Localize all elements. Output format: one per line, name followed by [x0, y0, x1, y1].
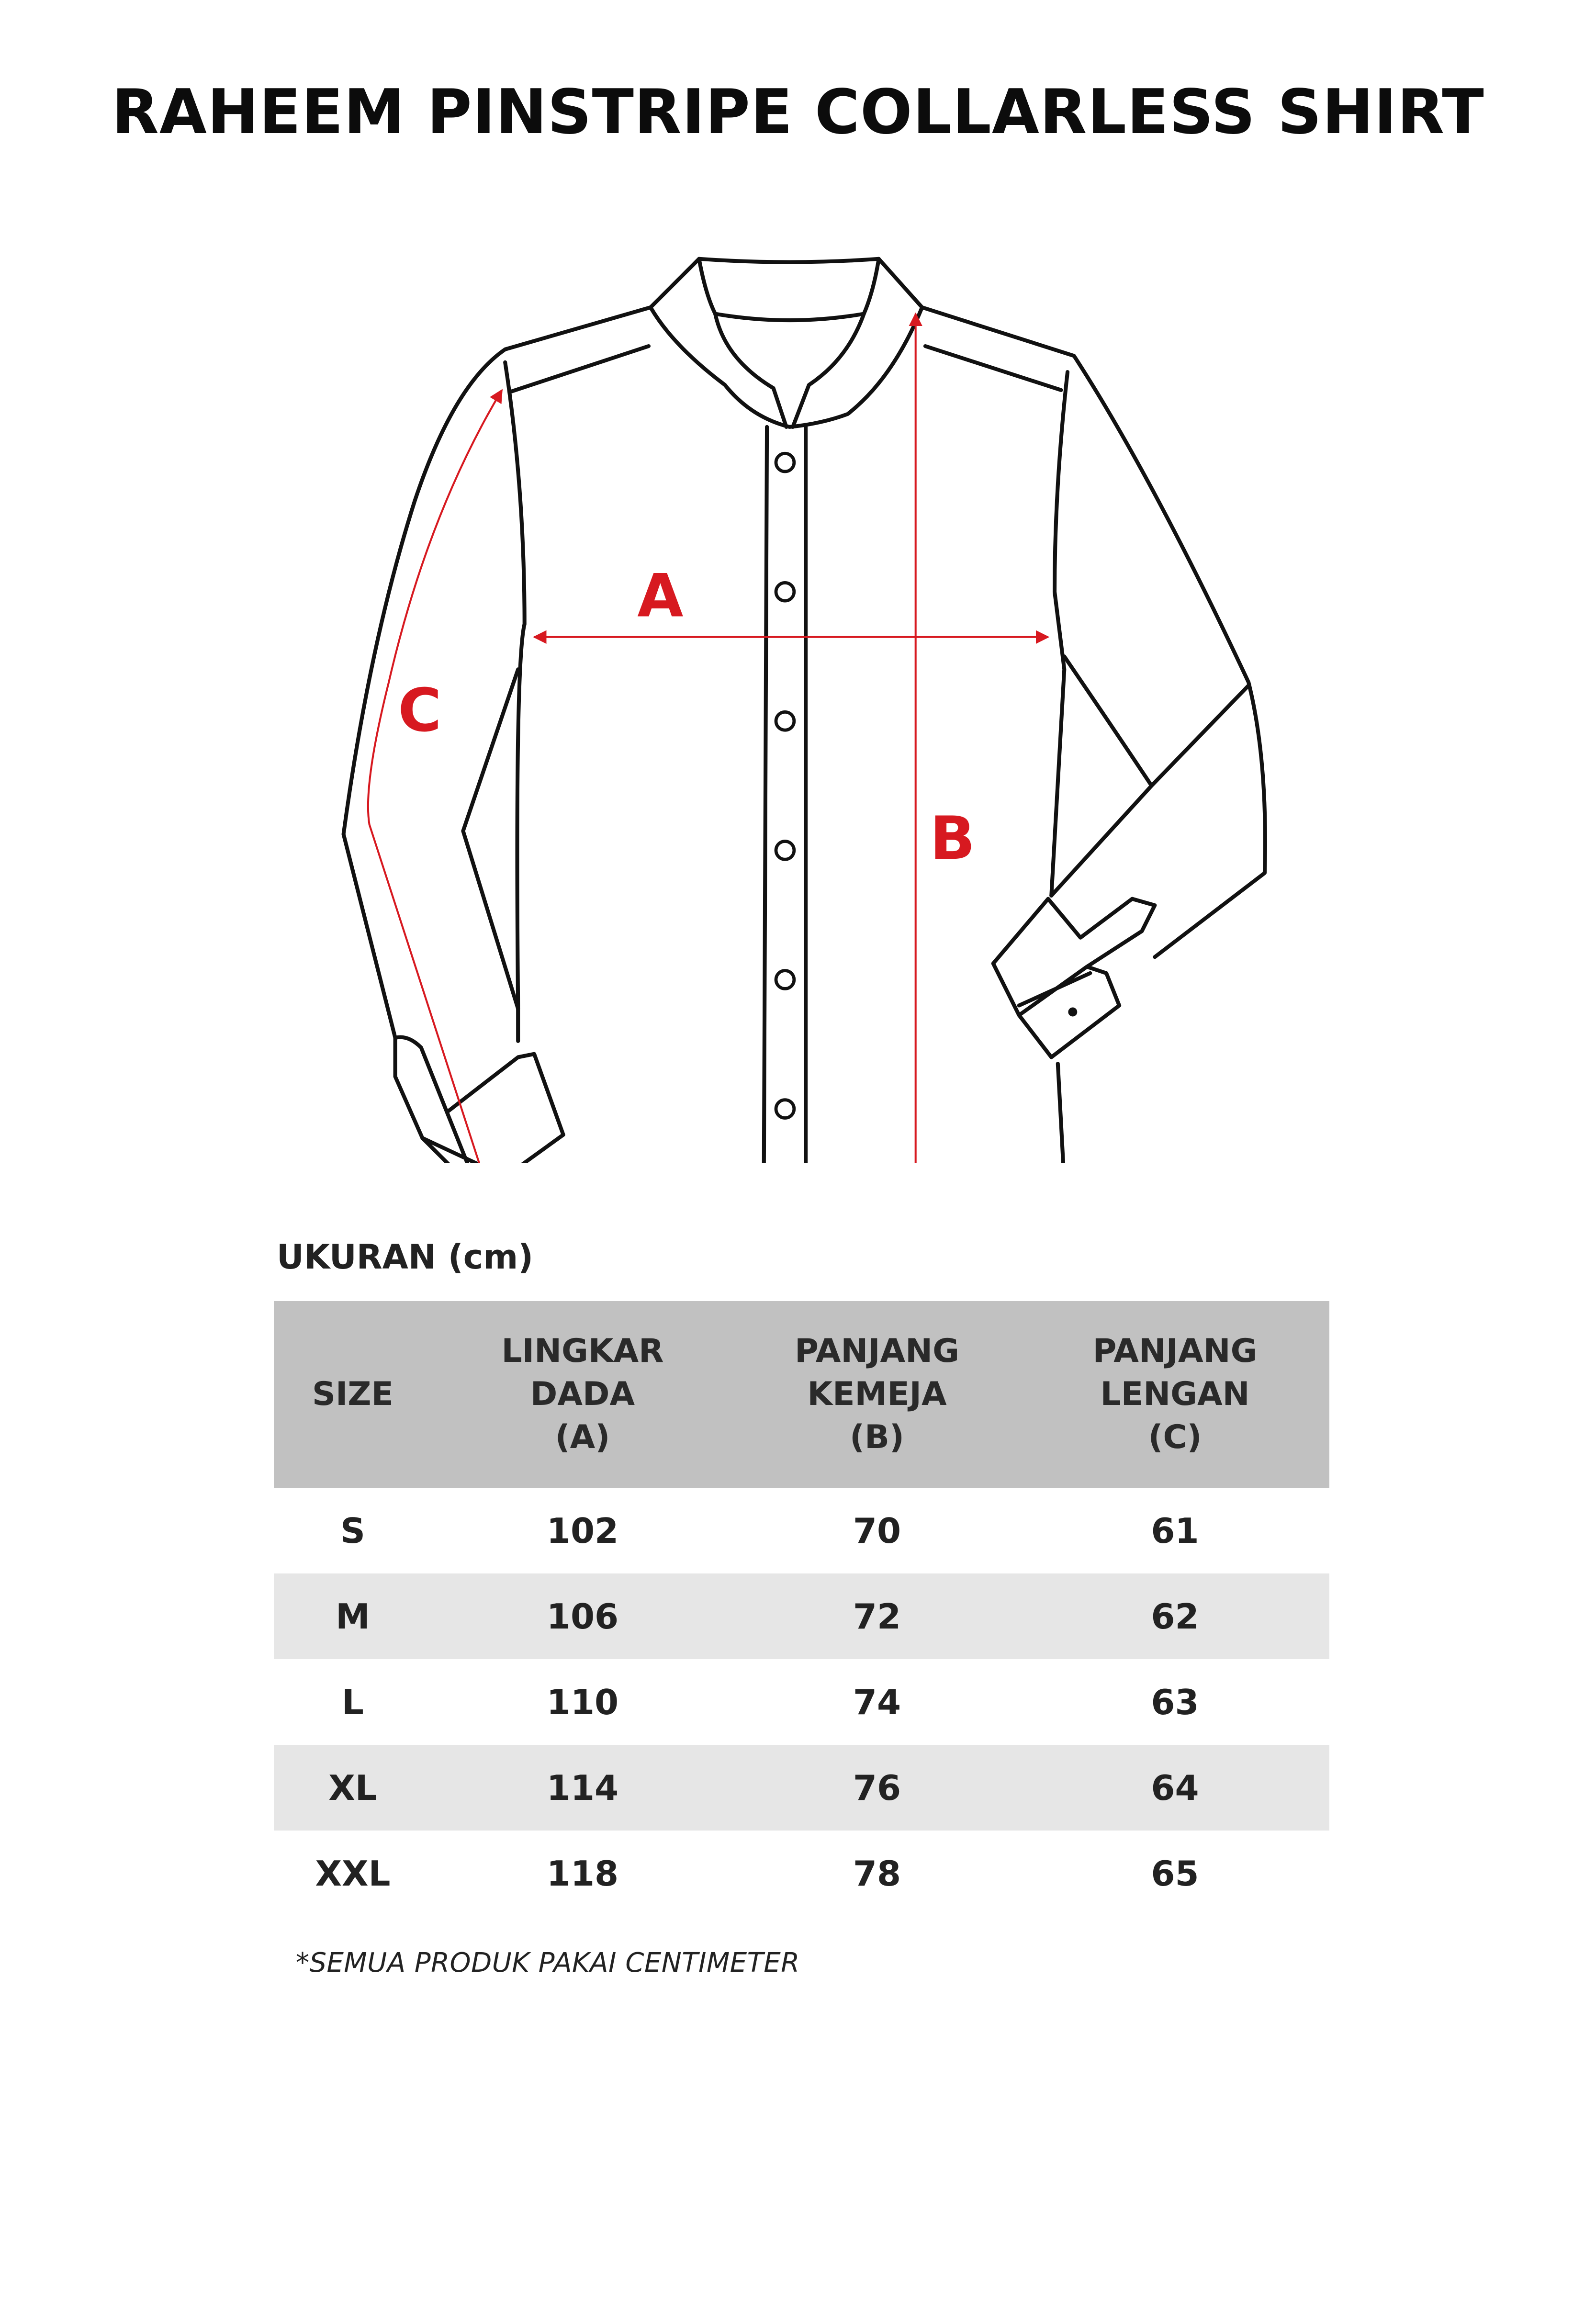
cell-shirt-length: 76: [853, 1767, 901, 1808]
collar-inner: [699, 259, 878, 320]
sleeve-fold-right: [1064, 656, 1248, 786]
cell-sleeve-length: 64: [1151, 1767, 1199, 1808]
measure-lines: [368, 314, 1048, 1163]
cell-shirt-length: 78: [853, 1853, 901, 1894]
table-header: [274, 1301, 1329, 1488]
table-row: [274, 1488, 1329, 1573]
cuff-right-fold: [1019, 966, 1090, 1015]
cuff-button: [1068, 1008, 1077, 1017]
yoke-right: [925, 346, 1061, 390]
button: [776, 712, 794, 730]
cell-size: XXL: [315, 1853, 391, 1894]
cell-chest: 106: [546, 1596, 619, 1637]
cell-sleeve-length: 62: [1151, 1596, 1199, 1637]
collar: [651, 259, 922, 427]
cell-chest: 114: [546, 1767, 619, 1808]
cell-size: XL: [328, 1767, 377, 1808]
forearm-right: [1051, 786, 1151, 896]
size-table: [274, 1301, 1329, 1916]
placket: [764, 427, 806, 1163]
cell-size: S: [340, 1510, 365, 1551]
header-size: SIZE: [312, 1375, 394, 1413]
size-chart-subtitle: UKURAN (cm): [277, 1237, 534, 1277]
shirt-diagram: [311, 230, 1316, 1163]
header-shirt-length: PANJANG KEMEJA (B): [795, 1332, 959, 1456]
cell-size: L: [342, 1682, 364, 1722]
side-right: [1051, 372, 1068, 896]
hem: [505, 1064, 1064, 1163]
sleeve-inner-left: [463, 669, 518, 1009]
shirt-outline: [344, 259, 1265, 1163]
button: [776, 1100, 794, 1118]
header-sleeve-length: PANJANG LENGAN (C): [1092, 1332, 1258, 1456]
table-row: [274, 1573, 1329, 1659]
cell-shirt-length: 72: [853, 1596, 901, 1637]
buttons: [776, 453, 794, 1118]
measure-c-label: C: [398, 676, 442, 745]
button: [776, 971, 794, 989]
measure-b-label: B: [930, 804, 976, 873]
cell-shirt-length: 70: [853, 1510, 901, 1551]
footnote: *SEMUA PRODUK PAKAI CENTIMETER: [296, 1947, 800, 1978]
header-chest: LINGKAR DADA (A): [501, 1332, 664, 1456]
cell-sleeve-length: 63: [1151, 1682, 1199, 1722]
cell-shirt-length: 74: [853, 1682, 901, 1722]
cell-sleeve-length: 61: [1151, 1510, 1199, 1551]
table-row: [274, 1831, 1329, 1916]
cell-chest: 102: [546, 1510, 619, 1551]
cell-chest: 110: [546, 1682, 619, 1722]
page-title: RAHEEM PINSTRIPE COLLARLESS SHIRT: [112, 77, 1484, 148]
cell-size: M: [336, 1596, 370, 1637]
cell-chest: 118: [546, 1853, 619, 1894]
cell-sleeve-length: 65: [1151, 1853, 1199, 1894]
cuff-left: [395, 1037, 563, 1163]
button: [776, 841, 794, 859]
button: [776, 583, 794, 601]
button: [776, 453, 794, 472]
table-row: [274, 1659, 1329, 1745]
table-row: [274, 1745, 1329, 1831]
measure-a-label: A: [637, 562, 684, 631]
yoke-left: [512, 346, 649, 392]
